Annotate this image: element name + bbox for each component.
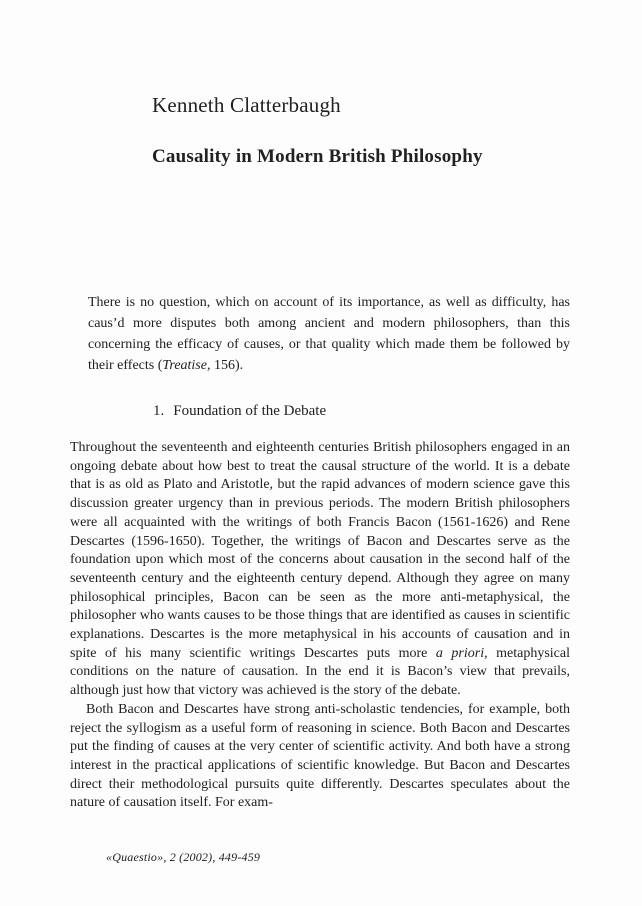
article-title: Causality in Modern British Philosophy: [152, 146, 483, 167]
epigraph-quote: There is no question, which on account of its importance, as well as difficulty, has caus’d more disputes both among ancient and modern philosophers, than this concerning the efficacy of causes, or that quality which made them be followed by their effects (Treatise, 156).: [88, 295, 570, 373]
body-text: [70, 439, 570, 813]
section-number: 1.: [153, 403, 165, 419]
paragraph: Both Bacon and Descartes have strong anti-scholastic tendencies, for example, both reject the syllogism as a useful form of reasoning in science. Both Bacon and Descartes put the finding of causes at the very center of scientific activity. And both have a strong interest in the practical applications of scientific knowledge. But Bacon and Descartes direct their methodological pursuits quite differently. Descartes speculates about the nature of causation itself. For exam-: [70, 701, 570, 811]
paragraph: Throughout the seventeenth and eighteenth centuries British philosophers engaged in an ongoing debate about how best to treat the causal structure of the world. It is a debate that is as old as Plato and Aristotle, but the rapid advances of modern science gave this discussion greater urgency than in previous periods. The modern British philosophers were all acquainted with the writings of both Francis Bacon (1561-1626) and Rene Descartes (1596-1650). Together, the writings of Bacon and Descartes serve as the foundation upon which most of the concerns about causation in the second half of the seventeenth century and the eighteenth century depend. Although they agree on many philosophical principles, Bacon can be seen as the more anti-metaphysical, the philosopher who wants causes to be those things that are identified as causes in scientific explanations. Descartes is the more metaphysical in his accounts of causation and in spite of his many scientific writings Descartes puts more a priori, metaphysical conditions on the nature of causation. In the end it is Bacon’s view that prevails, although just how that victory was achieved is the story of the debate.: [70, 440, 570, 699]
footer-citation: «Quaestio», 2 (2002), 449-459: [106, 850, 261, 864]
article-author: Kenneth Clatterbaugh: [152, 93, 341, 117]
section-heading: [153, 402, 326, 421]
section-title: Foundation of the Debate: [173, 403, 327, 419]
